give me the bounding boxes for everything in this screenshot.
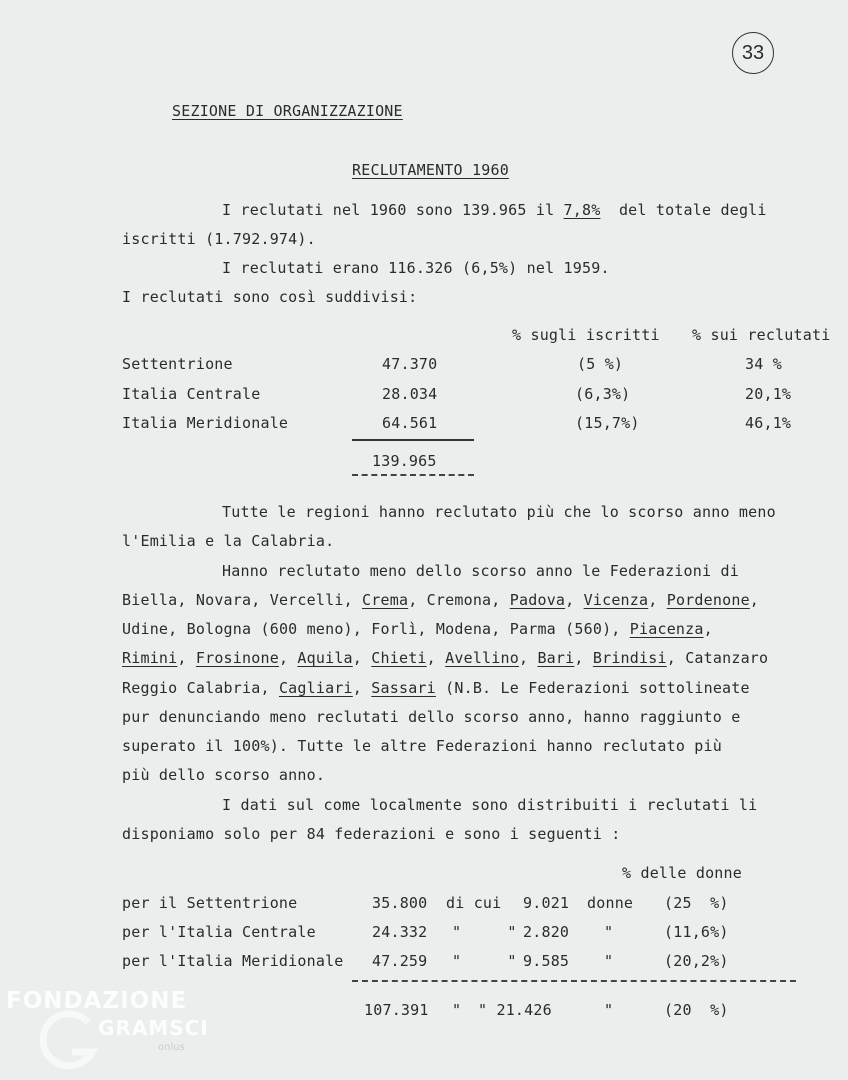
table2-row-sep2: donne [587,894,634,912]
para1-line-1: Tutte le regioni hanno reclutato più che lo scorso anno meno [222,503,776,521]
page-number: 33 [732,32,774,74]
para2-line-8: superato il 100%). Tutte le altre Federazioni hanno reclutato più [122,737,722,755]
fondazione-gramsci-watermark [6,988,216,1078]
federation: Biella [122,591,178,609]
para2-line-9: più dello scorso anno. [122,766,326,784]
table1-header-iscritti: % sugli iscritti [512,326,660,344]
table2-row-sep1: " " [452,923,517,941]
table2-row-women: 9.021 [523,894,570,912]
table1-row-label: Italia Meridionale [122,414,289,432]
federation: Reggio Calabria [122,679,261,697]
table1-row-pct-iscritti: (6,3%) [575,385,631,403]
federation-underlined: Rimini [122,649,178,667]
federation-underlined: Chieti [371,649,427,667]
table1-total: 139.965 [372,452,437,470]
federation-underlined: Aquila [297,649,353,667]
federation: Bologna [186,620,252,638]
federation-underlined: Frosinone [195,649,279,667]
table1-row-pct-reclutati: 46,1% [745,414,792,432]
table2-row-label: per il Settentrione [122,894,298,912]
federation-underlined: Avellino [445,649,519,667]
table2-row-label: per l'Italia Centrale [122,923,316,941]
table1-sum-rule [352,439,474,441]
para3-line-1: I dati sul come localmente sono distribuiti i reclutati li [222,796,758,814]
table1-double-rule [352,474,474,476]
intro-line-4: I reclutati sono così suddivisi: [122,288,418,306]
table2-row-pct: (11,6%) [664,923,729,941]
table1-row-pct-reclutati: 34 % [745,355,782,373]
watermark-line-1: FONDAZIONE [6,988,188,1014]
intro-line-1: I reclutati nel 1960 sono 139.965 il 7,8% del totale degli [222,201,767,219]
table2-row-pct: (25 %) [664,894,729,912]
table2-total-sep2: " [604,1001,614,1019]
federation-underlined: Piacenza [629,620,704,638]
federation-underlined: Padova [509,591,566,609]
federation: Parma [509,620,556,638]
table2-total: 107.391 [364,1001,429,1019]
table2-row-sep2: " [604,952,614,970]
table2-total-pct: (20 %) [664,1001,729,1019]
table2-header: % delle donne [622,864,742,882]
table1-row-count: 64.561 [382,414,438,432]
federations-line-5: Reggio Calabria, Cagliari, Sassari (N.B. Le Federazioni sottolineate [122,679,750,697]
table2-row-sep2: " [604,923,614,941]
table2-row-sep1: di cui [446,894,502,912]
table1-row-pct-iscritti: (5 %) [577,355,624,373]
section-heading: SEZIONE DI ORGANIZZAZIONE [172,102,403,120]
para3-line-2: disponiamo solo per 84 federazioni e sono i seguenti : [122,825,621,843]
gramsci-logo-icon [36,1008,102,1074]
federation: Cremona [426,591,492,609]
intro-line-3: I reclutati erano 116.326 (6,5%) nel 1959. [222,259,610,277]
federations-line-4: Rimini, Frosinone, Aquila, Chieti, Avellino, Bari, Brindisi, Catanzaro [122,649,769,667]
table1-row-pct-iscritti: (15,7%) [575,414,640,432]
table2-row-sep1: " " [452,952,517,970]
table1-row-count: 28.034 [382,385,438,403]
federations-line-3: Udine, Bologna (600 meno), Forlì, Modena, Parma (560), Piacenza, [122,620,713,638]
para2-line-1: Hanno reclutato meno dello scorso anno le Federazioni di [222,562,739,580]
table2-row-women: 2.820 [523,923,570,941]
table2-row-pct: (20,2%) [664,952,729,970]
table2-total-women: " 21.426 [478,1001,552,1019]
watermark-line-3: onlus [158,1042,185,1053]
federation: Catanzaro [685,649,769,667]
federation-underlined: Bari [537,649,575,667]
table2-row-total: 24.332 [372,923,428,941]
document-title: RECLUTAMENTO 1960 [352,161,509,179]
table2-total-sep1: " [452,1001,462,1019]
federation: Forlì [371,620,418,638]
federation-underlined: Vicenza [583,591,649,609]
table2-sum-rule [352,980,796,982]
table2-row-label: per l'Italia Meridionale [122,952,344,970]
table2-row-total: 47.259 [372,952,428,970]
federation: Udine [122,620,169,638]
federation-underlined: Cagliari [278,679,353,697]
intro-line-2: iscritti (1.792.974). [122,230,316,248]
table1-row-count: 47.370 [382,355,438,373]
table2-row-total: 35.800 [372,894,428,912]
federations-line-2: Biella, Novara, Vercelli, Crema, Cremona, Padova, Vicenza, Pordenone, [122,591,760,609]
table1-header-reclutati: % sui reclutati [692,326,831,344]
para2-line-7: pur denunciando meno reclutati dello scorso anno, hanno raggiunto e [122,708,741,726]
federation: Novara [195,591,252,609]
watermark-line-2: GRAMSCI [98,1016,209,1040]
table1-row-pct-reclutati: 20,1% [745,385,792,403]
table1-row-label: Italia Centrale [122,385,261,403]
federation-underlined: Brindisi [592,649,667,667]
table2-row-women: 9.585 [523,952,570,970]
federation: Vercelli [269,591,344,609]
federation-underlined: Sassari [371,679,436,697]
para1-line-2: l'Emilia e la Calabria. [122,532,335,550]
highlight-percent: 7,8% [563,201,601,219]
federation: Modena [435,620,492,638]
federation-underlined: Crema [362,591,409,609]
table1-row-label: Settentrione [122,355,233,373]
federation-underlined: Pordenone [666,591,750,609]
